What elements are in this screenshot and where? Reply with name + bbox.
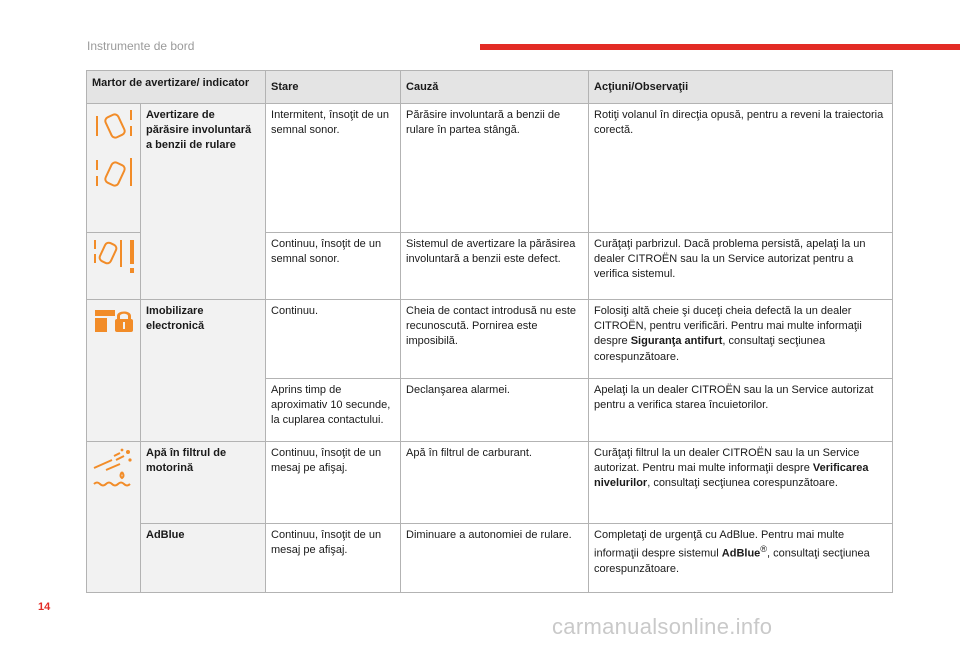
header-actiuni: Acţiuni/Observaţii: [589, 71, 893, 104]
header-stare: Stare: [266, 71, 401, 104]
water-in-diesel-icon: [92, 446, 136, 488]
immobilizer-key-icon: [93, 304, 135, 334]
table-row: [87, 300, 893, 379]
row-name: Apă în filtrul de motorină: [141, 442, 266, 524]
row-cauza: Diminuare a autonomiei de rulare.: [401, 524, 589, 593]
row-actiuni: [589, 300, 893, 379]
row-actiuni-ref: Siguranţa antifurt: [630, 335, 723, 348]
icon-cell: [87, 300, 141, 442]
row-name: Avertizare de părăsire involuntară a benzii de rulare: [141, 104, 266, 300]
lane-departure-icon: [94, 108, 134, 192]
row-actiuni-text: Folosiţi altă cheie şi duceţi cheia defectă la un dealer CITROËN, pentru verificări. Pentru mai multe informaţii despre: [594, 305, 862, 348]
header-accent-bar: [480, 44, 960, 50]
row-stare: Continuu, însoţit de un mesaj pe afişaj.: [266, 524, 401, 593]
table-row: [87, 442, 893, 524]
row-stare: Continuu, însoţit de un mesaj pe afişaj.: [266, 442, 401, 524]
row-stare: Intermitent, însoţit de un semnal sonor.: [266, 104, 401, 233]
row-actiuni-ref: AdBlue: [721, 547, 761, 560]
row-actiuni-text: , consultaţi secţiunea corespunzătoare.: [594, 547, 870, 575]
icon-cell: [87, 442, 141, 593]
table-row: [87, 104, 893, 233]
page-header-title: Instrumente de bord: [87, 39, 195, 53]
row-name: Imobilizare electronică: [141, 300, 266, 442]
lane-departure-fault-icon: [92, 237, 138, 279]
row-stare: Continuu, însoţit de un semnal sonor.: [266, 233, 401, 300]
icon-cell: [87, 104, 141, 233]
table-header-row: [87, 71, 893, 104]
icon-cell: [87, 233, 141, 300]
row-cauza: Cheia de contact introdusă nu este recunoscută. Pornirea este imposibilă.: [401, 300, 589, 379]
header-cauza: Cauză: [401, 71, 589, 104]
page-number: 14: [38, 601, 51, 613]
row-actiuni-text: , consultaţi secţiunea corespunzătoare.: [594, 335, 826, 363]
row-actiuni: Rotiţi volanul în direcţia opusă, pentru a reveni la traiectoria corectă.: [589, 104, 893, 233]
row-actiuni: Curăţaţi parbrizul. Dacă problema persistă, apelaţi la un dealer CITROËN sau la un Service autorizat pentru a verifica sistemul.: [589, 233, 893, 300]
row-stare: Continuu.: [266, 300, 401, 379]
table-row: [87, 524, 893, 593]
watermark: carmanualsonline.info: [552, 614, 773, 639]
registered-mark: ®: [760, 544, 768, 555]
warning-lights-table: [86, 70, 893, 593]
row-cauza: Părăsire involuntară a benzii de rulare în partea stângă.: [401, 104, 589, 233]
row-actiuni: [589, 442, 893, 524]
header-indicator: Martor de avertizare/ indicator: [87, 71, 266, 104]
row-cauza: Declanşarea alarmei.: [401, 379, 589, 442]
row-name: AdBlue: [141, 524, 266, 593]
row-stare: Aprins timp de aproximativ 10 secunde, la cuplarea contactului.: [266, 379, 401, 442]
row-actiuni-text: Curăţaţi filtrul la un dealer CITROËN sau la un Service autorizat. Pentru mai multe informaţii despre: [594, 447, 860, 475]
row-actiuni-ref: Verificarea nivelurilor: [594, 462, 869, 490]
row-actiuni-text: Completaţi de urgenţă cu AdBlue. Pentru mai multe informaţii despre sistemul: [594, 529, 845, 560]
row-actiuni-text: , consultaţi secţiunea corespunzătoare.: [647, 477, 838, 490]
row-actiuni: Apelaţi la un dealer CITROËN sau la un Service autorizat pentru a verifica starea încuietorilor.: [589, 379, 893, 442]
row-actiuni: [589, 524, 893, 593]
row-cauza: Apă în filtrul de carburant.: [401, 442, 589, 524]
row-cauza: Sistemul de avertizare la părăsirea involuntară a benzii este defect.: [401, 233, 589, 300]
